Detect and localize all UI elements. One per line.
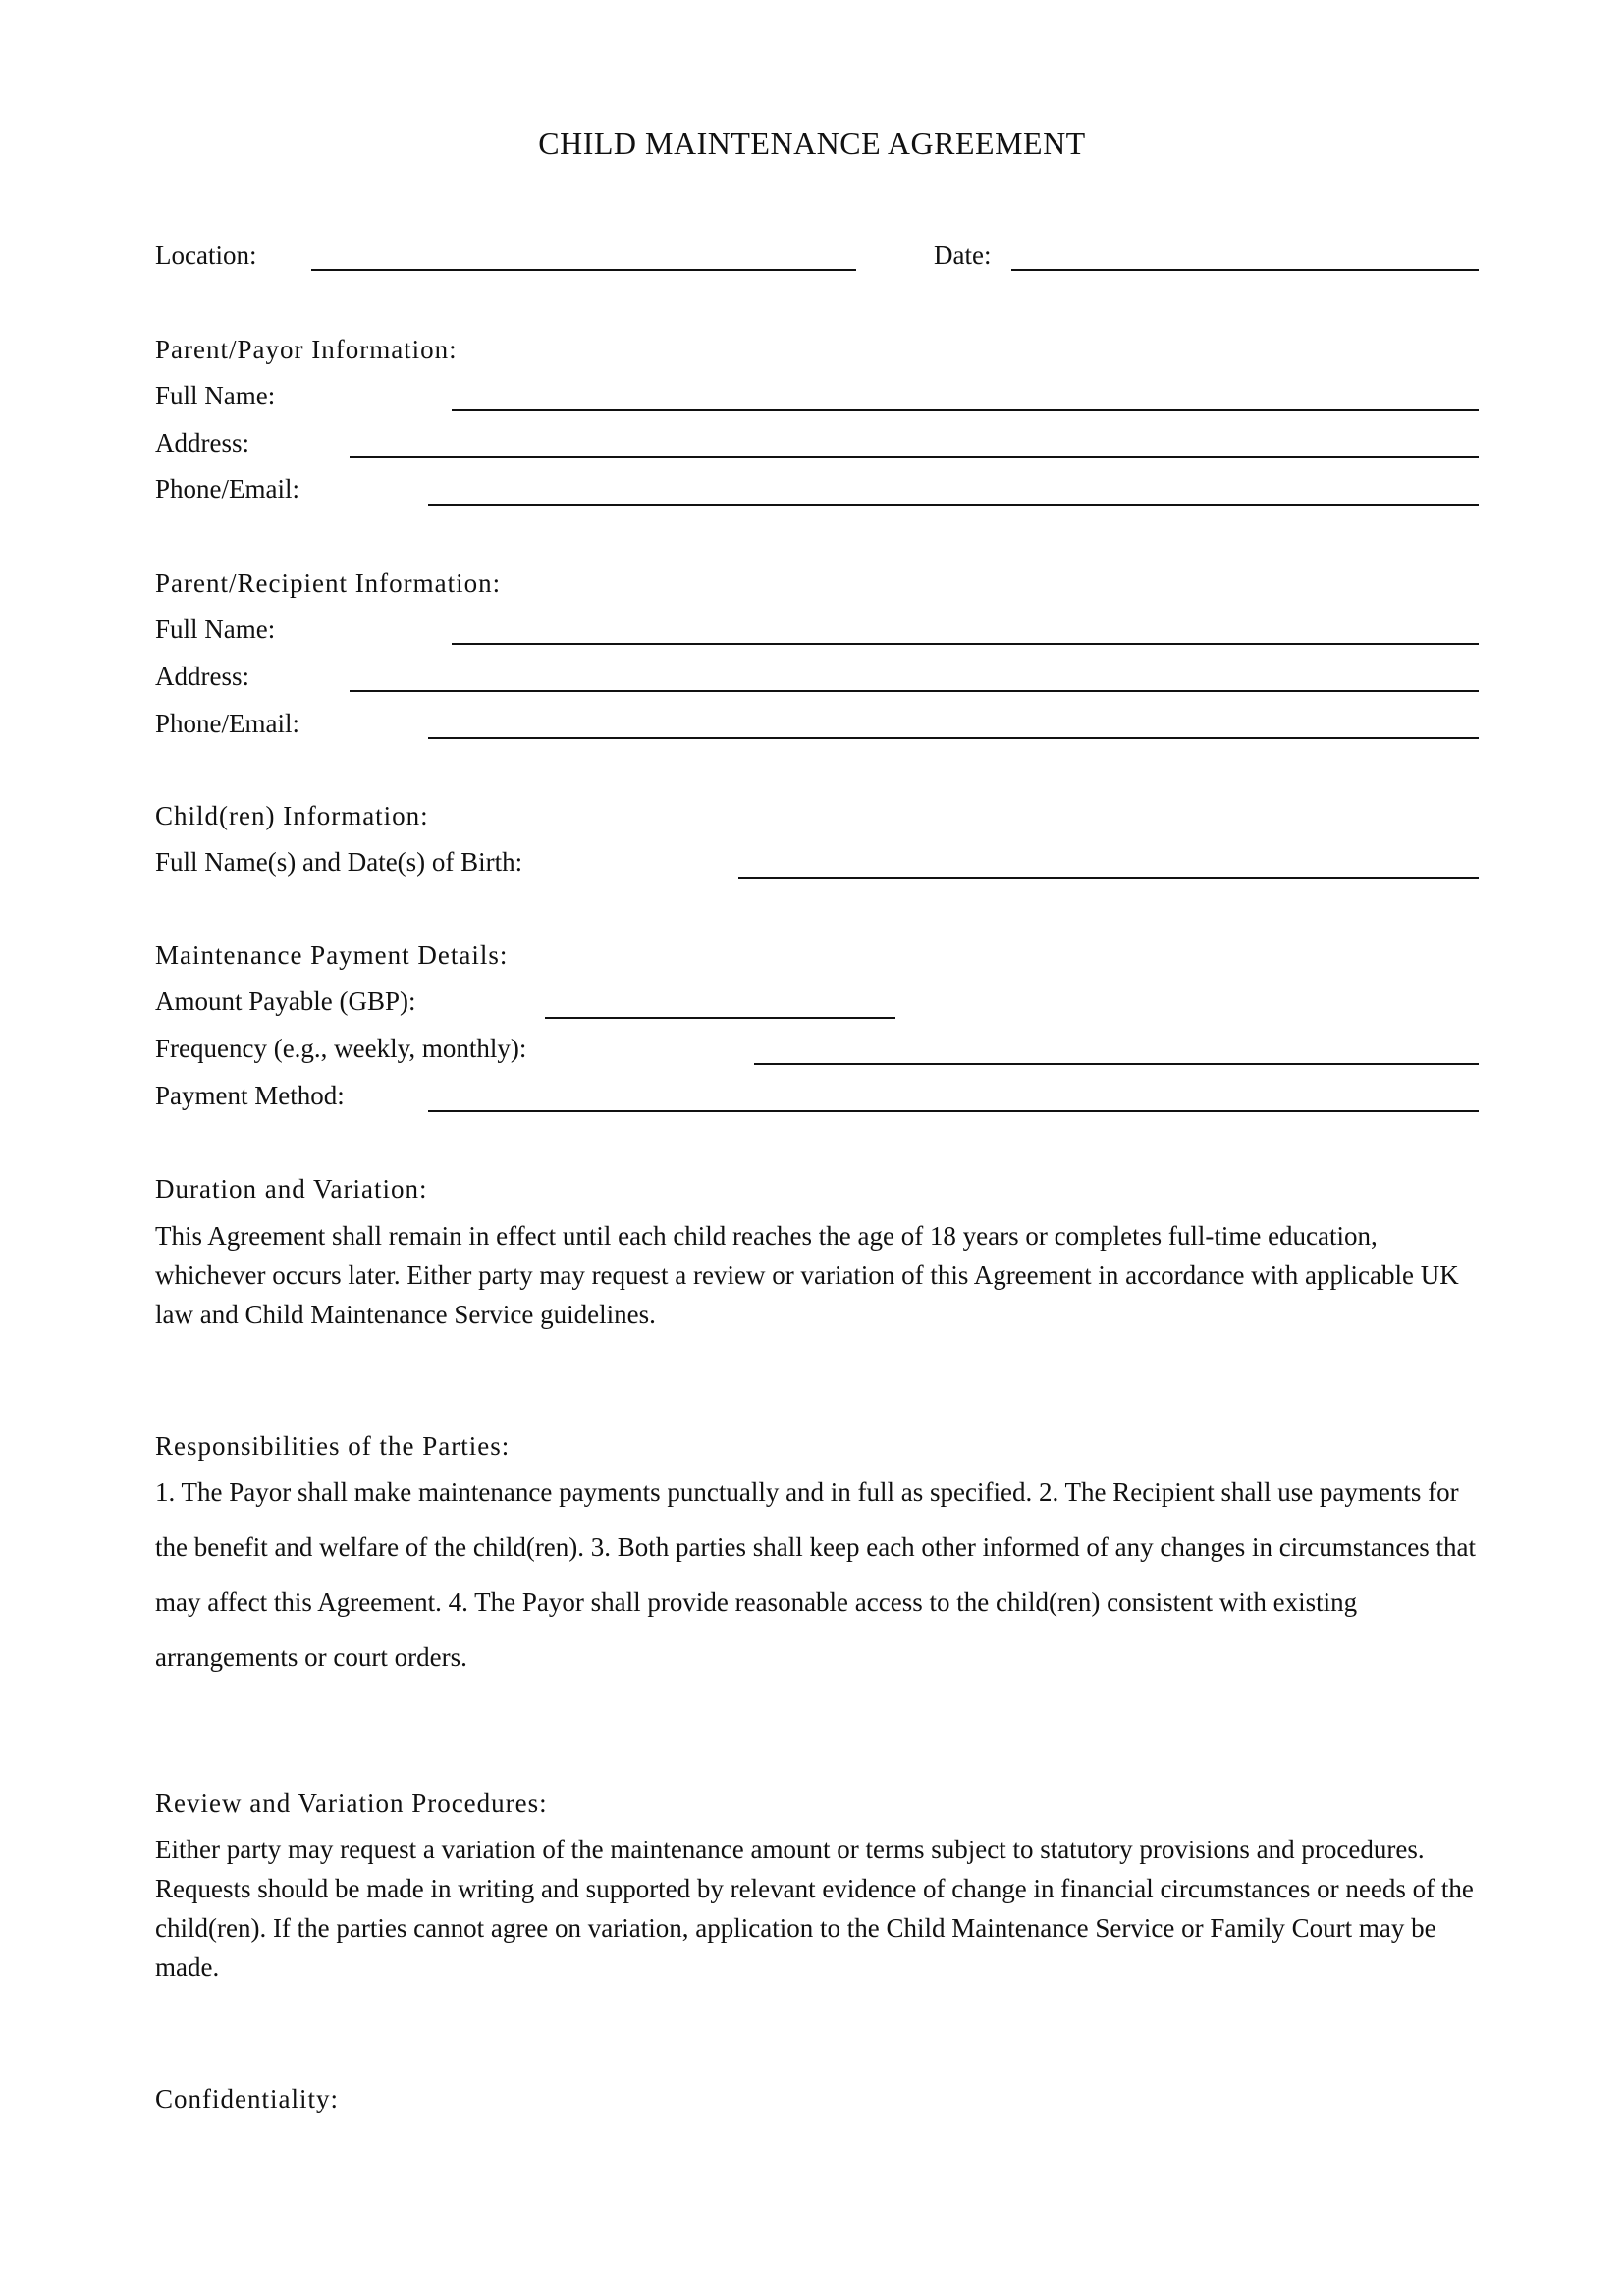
recipient-contact-field[interactable]: [428, 737, 1479, 739]
recipient-full-name-field[interactable]: [452, 643, 1479, 645]
payor-heading: Parent/Payor Information:: [155, 335, 458, 364]
review-text: Either party may request a variation of the maintenance amount or terms subject to statutory provisions and procedures. Requests should be made in writing and supported by relevant evidence of change in financial circumstances or needs of the child(ren). If the parties cannot agree on variation, application to the Child Maintenance Service or Family Court may be made.: [155, 1835, 1474, 1982]
review-heading: Review and Variation Procedures:: [155, 1789, 548, 1818]
recipient-contact-label: Phone/Email:: [155, 709, 299, 738]
location-label: Location:: [155, 240, 257, 270]
document-title: CHILD MAINTENANCE AGREEMENT: [538, 126, 1086, 161]
amount-payable-field[interactable]: [545, 1017, 895, 1019]
payment-heading: Maintenance Payment Details:: [155, 940, 509, 970]
payor-full-name-field[interactable]: [452, 409, 1479, 411]
payment-method-label: Payment Method:: [155, 1081, 345, 1110]
location-field[interactable]: [311, 269, 856, 271]
date-label: Date:: [934, 240, 992, 270]
duration-heading: Duration and Variation:: [155, 1174, 428, 1203]
recipient-address-label: Address:: [155, 662, 249, 691]
amount-payable-label: Amount Payable (GBP):: [155, 987, 416, 1016]
children-heading: Child(ren) Information:: [155, 801, 429, 830]
confidentiality-heading: Confidentiality:: [155, 2084, 339, 2113]
recipient-address-field[interactable]: [350, 690, 1479, 692]
payor-address-label: Address:: [155, 428, 249, 457]
payor-address-field[interactable]: [350, 456, 1479, 458]
recipient-full-name-label: Full Name:: [155, 614, 276, 644]
children-names-dob-field[interactable]: [738, 877, 1479, 879]
frequency-field[interactable]: [754, 1063, 1479, 1065]
responsibilities-text: 1. The Payor shall make maintenance payments punctually and in full as specified. 2. The Recipient shall use payments for the benefit and welfare of the child(ren). 3. Both parties shall keep each other informed of any changes in circumstances that may affect this Agreement. 4. The Payor shall provide reasonable access to the child(ren) consistent with existing arrangements or court orders.: [155, 1477, 1476, 1672]
payment-method-field[interactable]: [428, 1110, 1479, 1112]
date-field[interactable]: [1011, 269, 1479, 271]
payor-full-name-label: Full Name:: [155, 381, 276, 410]
duration-text: This Agreement shall remain in effect until each child reaches the age of 18 years or completes full-time education, whichever occurs later. Either party may request a review or variation of this Agreement in accordance with applicable UK law and Child Maintenance Service guidelines.: [155, 1221, 1459, 1329]
responsibilities-heading: Responsibilities of the Parties:: [155, 1431, 511, 1461]
children-names-dob-label: Full Name(s) and Date(s) of Birth:: [155, 847, 523, 877]
payor-contact-field[interactable]: [428, 504, 1479, 506]
payor-contact-label: Phone/Email:: [155, 474, 299, 504]
frequency-label: Frequency (e.g., weekly, monthly):: [155, 1034, 527, 1063]
recipient-heading: Parent/Recipient Information:: [155, 568, 502, 598]
